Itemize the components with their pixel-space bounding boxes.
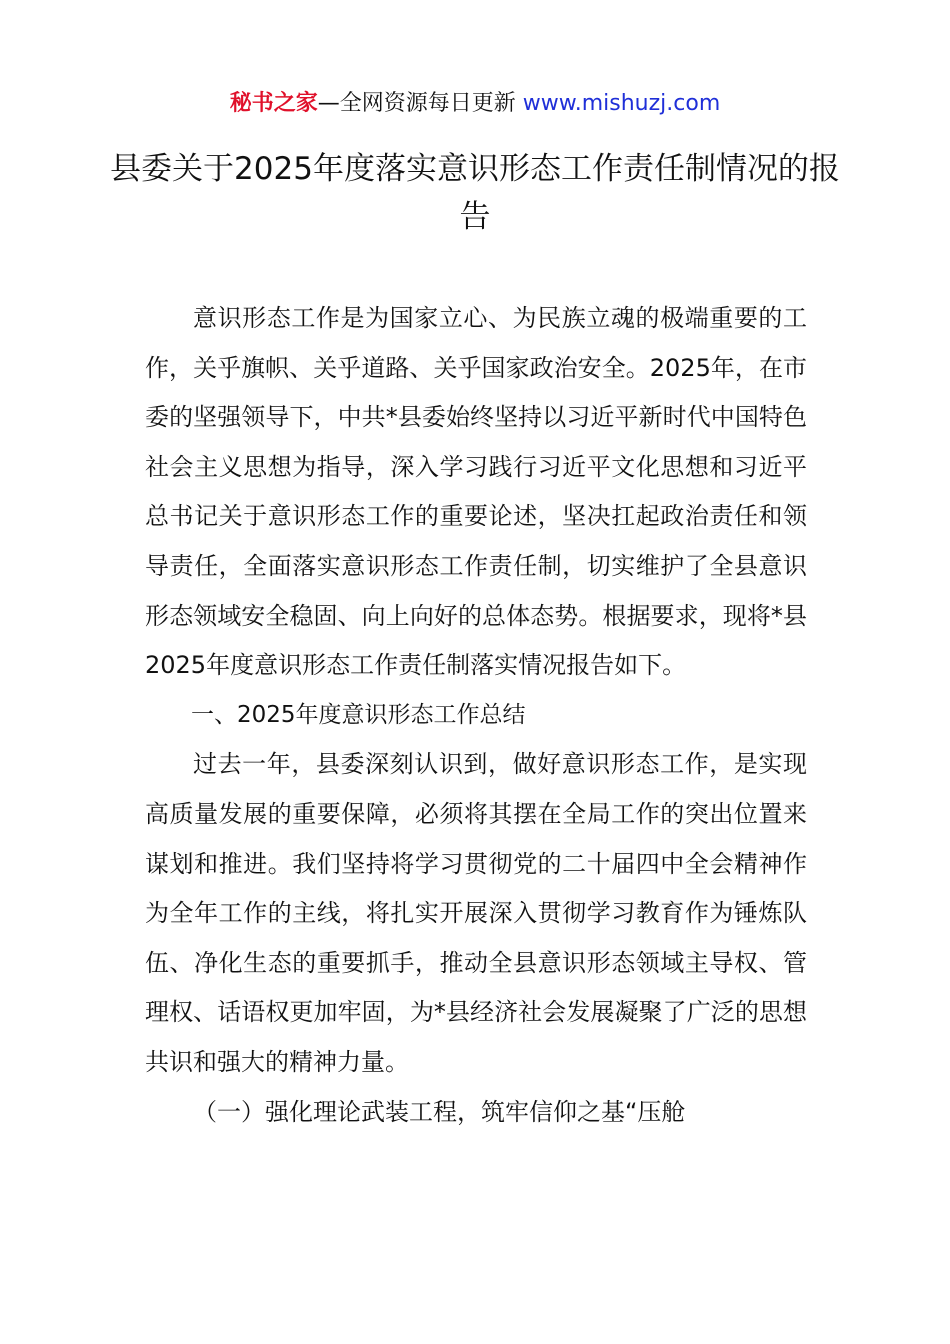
document-body	[145, 294, 807, 1137]
section-heading: 一、2025年度意识形态工作总结	[191, 701, 526, 728]
intro-paragraph: 意识形态工作是为国家立心、为民族立魂的极端重要的工作，关乎旗帜、关乎道路、关乎国家政治安全。2025年，在市委的坚强领导下，中共*县委始终坚持以习近平新时代中国特色社会主义思想为指导，深入学习践行习近平文化思想和习近平总书记关于意识形态工作的重要论述，坚决扛起政治责任和领导责任，全面落实意识形态工作责任制，切实维护了全县意识形态领域安全稳固、向上向好的总体态势。根据要求，现将*县2025年度意识形态工作责任制落实情况报告如下。	[145, 304, 807, 680]
summary-paragraph: 过去一年，县委深刻认识到，做好意识形态工作，是实现高质量发展的重要保障，必须将其摆在全局工作的突出位置来谋划和推进。我们坚持将学习贯彻党的二十届四中全会精神作为全年工作的主线，将扎实开展深入贯彻学习教育作为锤炼队伍、净化生态的重要抓手，推动全县意识形态领域主导权、管理权、话语权更加牢固，为*县经济社会发展凝聚了广泛的思想共识和强大的精神力量。	[145, 750, 807, 1076]
site-tagline: —全网资源每日更新	[317, 91, 523, 116]
site-header	[0, 88, 950, 120]
subsection-heading: （一）强化理论武装工程，筑牢信仰之基“压舱	[193, 1097, 686, 1126]
document-title: 县委关于2025年度落实意识形态工作责任制情况的报告	[110, 151, 840, 235]
site-brand: 秘书之家	[229, 91, 318, 116]
site-url-link[interactable]: www.mishuzj.com	[522, 91, 721, 116]
